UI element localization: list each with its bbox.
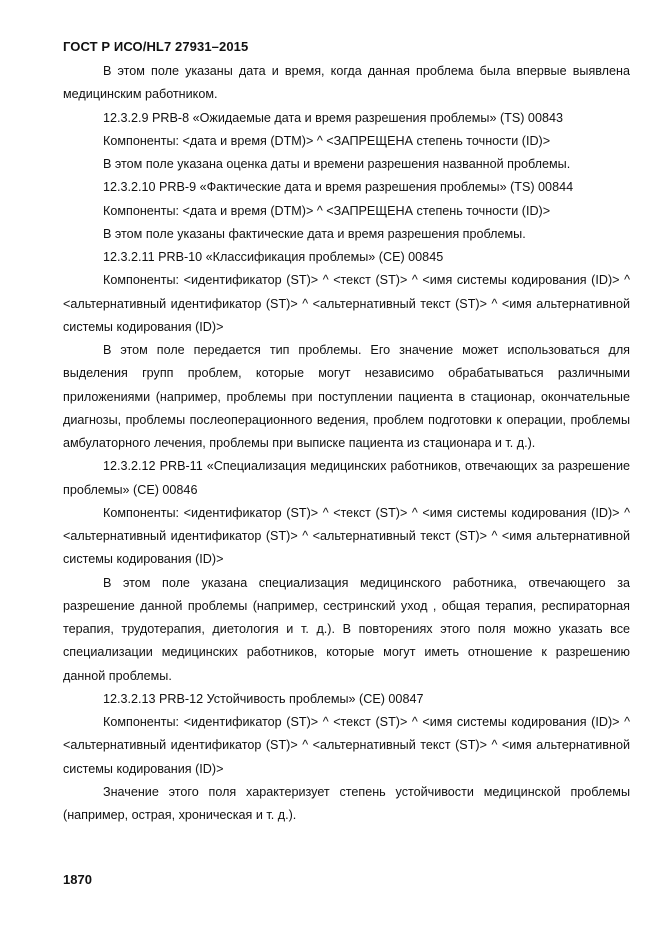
section-heading-prb8: 12.3.2.9 PRB-8 «Ожидаемые дата и время разрешения проблемы» (TS) 00843 (103, 110, 563, 125)
paragraph-prb11-components: Компоненты: <идентификатор (ST)> ^ <текст (ST)> ^ <имя системы кодирования (ID)> ^ <альтернативный идентификатор (ST)> ^ <альтернативный текст (ST)> ^ <имя альтернативной системы кодирования (ID)> (63, 505, 630, 567)
section-heading-prb9: 12.3.2.10 PRB-9 «Фактические дата и время разрешения проблемы» (TS) 00844 (103, 180, 574, 195)
document-header: ГОСТ Р ИСО/HL7 27931–2015 (63, 39, 249, 54)
paragraph-prb10-description: В этом поле передается тип проблемы. Его значение может использоваться для выделения групп проблем, которые могут независимо обрабатываться различными приложениями (например, проблемы при поступлении пациента в стационар, окончательные диагнозы, проблемы послеоперационного ведения, проблем подготовки к операции, проблемы амбулаторного лечения, проблемы при выписке пациента из стационара и т. д.). (63, 343, 630, 450)
section-heading-prb10: 12.3.2.11 PRB-10 «Классификация проблемы» (CE) 00845 (103, 250, 444, 264)
paragraph-prb8-description: В этом поле указана оценка даты и времени разрешения названной проблемы. (103, 157, 571, 171)
paragraph-prb8-components: Компоненты: <дата и время (DTM)> ^ <ЗАПРЕЩЕНА степень точности (ID)> (103, 133, 551, 148)
paragraph-prb12-description: Значение этого поля характеризует степень устойчивости медицинской проблемы (например, острая, хроническая и т. д.). (63, 784, 630, 822)
paragraph-prb7-description: В этом поле указаны дата и время, когда данная проблема была впервые выявлена медицинским работником. (63, 64, 630, 102)
paragraph-prb11-description: В этом поле указана специализация медицинского работника, отвечающего за разрешение данной проблемы (например, сестринский уход , общая терапия, респираторная терапия, трудотерапия, диетология и т. д.). В повторениях этого поля можно указать все специализации медицинских работников, которые могут иметь отношение к разрешению данной проблемы. (63, 575, 630, 683)
section-heading-prb11: 12.3.2.12 PRB-11 «Специализация медицинских работников, отвечающих за разрешение проблемы» (CE) 00846 (63, 459, 630, 497)
paragraph-prb9-description: В этом поле указаны фактические дата и время разрешения проблемы. (103, 226, 526, 241)
paragraph-prb9-components: Компоненты: <дата и время (DTM)> ^ <ЗАПРЕЩЕНА степень точности (ID)> (103, 203, 551, 218)
paragraph-prb10-components: Компоненты: <идентификатор (ST)> ^ <текст (ST)> ^ <имя системы кодирования (ID)> ^ <альтернативный идентификатор (ST)> ^ <альтернативный текст (ST)> ^ <имя альтернативной системы кодирования (ID)> (63, 273, 630, 334)
page-number: 1870 (63, 872, 92, 887)
paragraph-prb12-components: Компоненты: <идентификатор (ST)> ^ <текст (ST)> ^ <имя системы кодирования (ID)> ^ <альтернативный идентификатор (ST)> ^ <альтернативный текст (ST)> ^ <имя альтернативной системы кодирования (ID)> (63, 715, 630, 776)
section-heading-prb12: 12.3.2.13 PRB-12 Устойчивость проблемы» (CE) 00847 (103, 691, 424, 706)
document-body (63, 60, 630, 827)
